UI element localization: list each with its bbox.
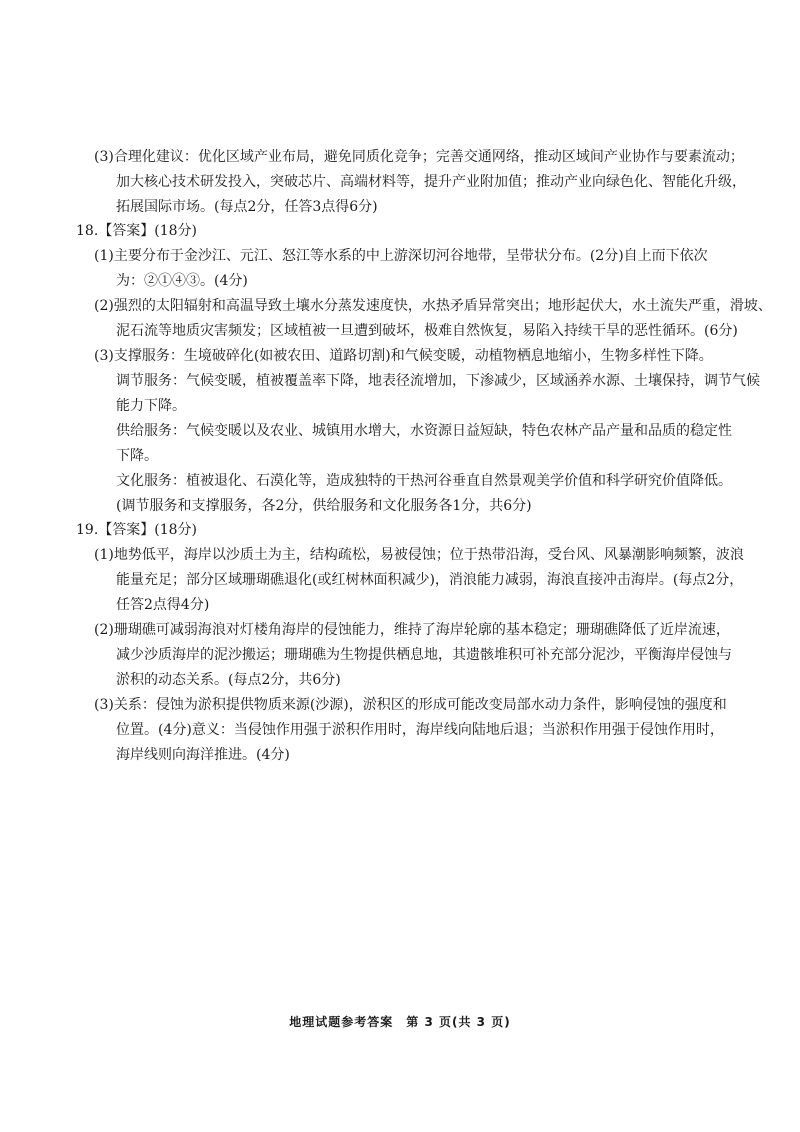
q18-heading: 18.【答案】(18分) bbox=[76, 223, 198, 239]
q18-part3-culture-line: (调节服务和支撑服务，各2分，供给服务和文化服务各1分，共6分) bbox=[116, 498, 532, 514]
q18-part3-supply-line: 供给服务：气候变暖以及农业、城镇用水增大，水资源日益短缺，特色农林产品产量和品质的稳定性 bbox=[116, 423, 732, 439]
q19-part2-line: 淤积的动态关系。(每点2分，共6分) bbox=[116, 672, 341, 688]
q19-part3-line: 位置。(4分)意义：当侵蚀作用强于淤积作用时，海岸线向陆地后退；当淤积作用强于侵蚀作用时， bbox=[116, 722, 724, 738]
q18-section bbox=[76, 219, 772, 519]
q17-part3 bbox=[76, 145, 746, 220]
q18-part1-line: (1)主要分布于金沙江、元江、怒江等水系的中上游深切河谷地带，呈带状分布。(2分)自上而下依次 bbox=[94, 248, 708, 264]
q17-part3-line: 拓展国际市场。(每点2分，任答3点得6分) bbox=[116, 199, 378, 215]
q17-part3-line: 加大核心技术研发投入，突破芯片、高端材料等，提升产业附加值；推动产业向绿色化、智能化升级， bbox=[116, 174, 746, 190]
q19-part1-line: 任答2点得4分) bbox=[116, 597, 210, 613]
q19-part1-line: 能量充足；部分区域珊瑚礁退化(或红树林面积减少)，消浪能力减弱，海浪直接冲击海岸。(每点2分， bbox=[116, 572, 744, 588]
q19-section bbox=[76, 518, 744, 768]
page-footer: 地理试题参考答案 第 3 页(共 3 页) bbox=[289, 1015, 511, 1029]
q18-part2-line: 泥石流等地质灾害频发；区域植被一旦遭到破坏，极难自然恢复，易陷入持续干旱的恶性循环。(6分) bbox=[116, 323, 738, 339]
q18-part3-regulate-line: 调节服务：气候变暖，植被覆盖率下降，地表径流增加，下渗减少，区域涵养水源、土壤保持，调节气候 bbox=[116, 373, 760, 389]
q18-part3-support: (3)支撑服务：生境破碎化(如被农田、道路切割)和气候变暖，动植物栖息地缩小，生物多样性下降。 bbox=[94, 348, 713, 364]
q18-part3-regulate-line: 能力下降。 bbox=[116, 398, 186, 414]
q19-part3-line: 海岸线则向海洋推进。(4分) bbox=[116, 747, 290, 763]
q19-part2-line: (2)珊瑚礁可减弱海浪对灯楼角海岸的侵蚀能力，维持了海岸轮廓的基本稳定；珊瑚礁降低了近岸流速， bbox=[94, 622, 730, 638]
q19-part2-line: 减少沙质海岸的泥沙搬运；珊瑚礁为生物提供栖息地，其遗骸堆积可补充部分泥沙，平衡海岸侵蚀与 bbox=[116, 647, 732, 663]
q18-part3-culture-line: 文化服务：植被退化、石漠化等，造成独特的干热河谷垂直自然景观美学价值和科学研究价值降低。 bbox=[116, 473, 732, 489]
q19-heading: 19.【答案】(18分) bbox=[76, 522, 198, 538]
q17-part3-line: (3)合理化建议：优化区域产业布局，避免同质化竞争；完善交通网络，推动区域间产业协作与要素流动； bbox=[94, 149, 744, 165]
q18-part2-line: (2)强烈的太阳辐射和高温导致土壤水分蒸发速度快，水热矛盾异常突出；地形起伏大，水土流失严重，滑坡、 bbox=[94, 298, 772, 314]
q19-part1-line: (1)地势低平，海岸以沙质土为主，结构疏松，易被侵蚀；位于热带沿海，受台风、风暴潮影响频繁，波浪 bbox=[94, 547, 744, 563]
q18-part3-supply-line: 下降。 bbox=[116, 448, 158, 464]
q18-part1-line: 为：②①④③。(4分) bbox=[116, 273, 248, 289]
q19-part3-line: (3)关系：侵蚀为淤积提供物质来源(沙源)，淤积区的形成可能改变局部水动力条件，影响侵蚀的强度和 bbox=[94, 697, 727, 713]
